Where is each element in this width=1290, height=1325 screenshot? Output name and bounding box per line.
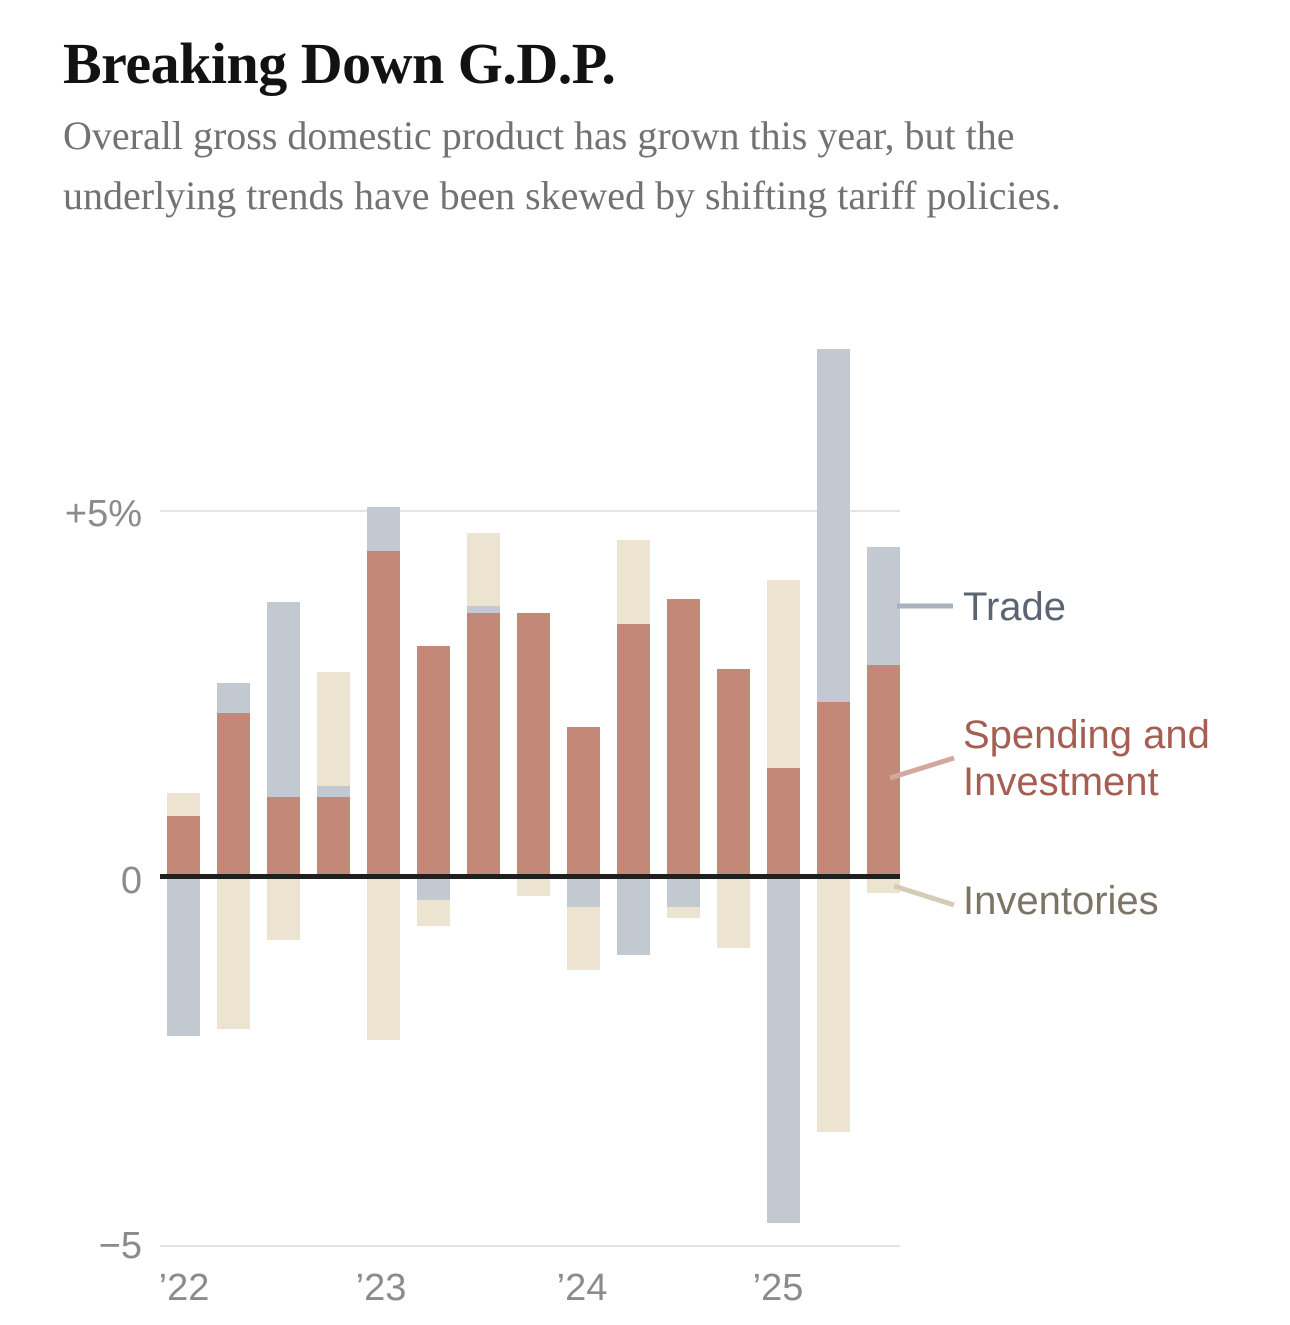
segment-trade — [617, 878, 650, 955]
bar-2025-q1 — [767, 0, 800, 1325]
ytick-plus-5-label: +5% — [64, 493, 142, 535]
legend-label-inventories: Inventories — [963, 879, 1159, 923]
xtick-2025-label: ’25 — [752, 1267, 804, 1309]
segment-inventories — [567, 907, 600, 969]
bar-2023-q3 — [467, 0, 500, 1325]
segment-inventories — [417, 900, 450, 926]
legend-label-spending: Spending and Investment — [963, 713, 1210, 804]
chart-subtitle: Overall gross domestic product has grown this year, but the underlying trends have been skewed by shifting tariff policies. — [63, 113, 1061, 218]
segment-trade — [567, 878, 600, 907]
segment-inventories — [167, 793, 200, 815]
segment-trade — [767, 878, 800, 1223]
segment-inventories — [367, 878, 400, 1040]
segment-spending — [467, 613, 500, 878]
ytick-minus-5-label: −5 — [98, 1225, 142, 1267]
bar-2024-q2 — [617, 0, 650, 1325]
bar-2022-q2 — [217, 0, 250, 1325]
segment-spending — [667, 599, 700, 878]
bar-2024-q4 — [717, 0, 750, 1325]
segment-spending — [217, 713, 250, 878]
bar-2023-q2 — [417, 0, 450, 1325]
segment-inventories — [617, 540, 650, 625]
segment-spending — [367, 551, 400, 878]
segment-spending — [817, 702, 850, 878]
segment-inventories — [717, 878, 750, 948]
xtick-2024-label: ’24 — [556, 1267, 608, 1309]
segment-trade — [217, 683, 250, 712]
bar-2025-q3 — [867, 0, 900, 1325]
segment-inventories — [767, 580, 800, 767]
segment-inventories — [317, 672, 350, 786]
ytick-zero-label: 0 — [120, 860, 142, 902]
segment-inventories — [817, 878, 850, 1132]
segment-spending — [167, 816, 200, 878]
bar-2022-q3 — [267, 0, 300, 1325]
segment-spending — [717, 669, 750, 878]
bar-2024-q3 — [667, 0, 700, 1325]
segment-trade — [167, 878, 200, 1036]
segment-spending — [567, 727, 600, 878]
chart-title: Breaking Down G.D.P. — [63, 31, 616, 96]
xtick-2023-label: ’23 — [355, 1267, 407, 1309]
bar-2025-q2 — [817, 0, 850, 1325]
segment-trade — [317, 786, 350, 797]
segment-inventories — [467, 533, 500, 607]
segment-spending — [767, 768, 800, 878]
segment-spending — [267, 797, 300, 878]
segment-spending — [317, 797, 350, 878]
segment-inventories — [667, 907, 700, 918]
segment-trade — [417, 878, 450, 900]
segment-trade — [867, 547, 900, 665]
bar-2024-q1 — [567, 0, 600, 1325]
segment-trade — [267, 602, 300, 797]
segment-trade — [667, 878, 700, 907]
segment-spending — [517, 613, 550, 878]
legend-label-trade: Trade — [963, 585, 1067, 629]
segment-inventories — [517, 878, 550, 896]
segment-trade — [817, 349, 850, 702]
bar-2023-q1 — [367, 0, 400, 1325]
segment-spending — [617, 624, 650, 878]
bar-2022-q4 — [317, 0, 350, 1325]
segment-inventories — [267, 878, 300, 940]
segment-spending — [867, 665, 900, 878]
segment-spending — [417, 646, 450, 878]
zero-axis-line — [160, 874, 900, 879]
segment-trade — [367, 507, 400, 551]
bar-2022-q1 — [167, 0, 200, 1325]
segment-trade — [467, 606, 500, 613]
xtick-2022-label: ’22 — [158, 1267, 210, 1309]
segment-inventories — [217, 878, 250, 1029]
segment-inventories — [867, 878, 900, 893]
bar-2023-q4 — [517, 0, 550, 1325]
